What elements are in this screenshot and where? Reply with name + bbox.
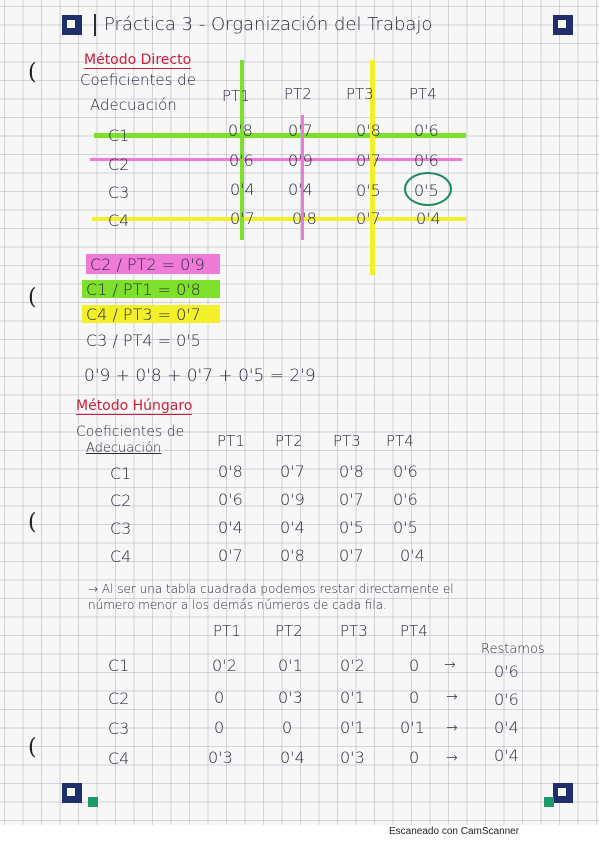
hungarian-cell: 0'4: [280, 518, 305, 537]
reduced-col-header: PT3: [340, 622, 368, 640]
hungarian-cell: 0'4: [400, 546, 425, 565]
hungarian-cell: 0'8: [218, 462, 243, 481]
reduced-cell: 0'1: [340, 688, 365, 707]
hungarian-row-label: C4: [110, 547, 132, 566]
direct-cell: 0'4: [416, 209, 441, 228]
reduced-cell: 0: [409, 656, 420, 675]
hungarian-row-label: C2: [110, 491, 132, 510]
reduced-row-label: C3: [108, 719, 130, 738]
hungarian-row-label: C3: [110, 519, 132, 538]
direct-cell: 0'5: [414, 181, 439, 200]
corner-marker-bottom-right: [553, 783, 573, 803]
binder-hole-icon: (: [28, 285, 37, 310]
green-square-marker-right: [544, 797, 554, 807]
coef-label-line2: Adecuación: [90, 96, 177, 114]
reduced-cell: 0: [409, 748, 420, 767]
reduced-cell: 0'4: [280, 748, 305, 767]
hungarian-cell: 0'8: [339, 462, 364, 481]
reduced-cell: 0'1: [278, 656, 303, 675]
direct-col-header: PT1: [222, 87, 250, 105]
page-title: Práctica 3 - Organización del Trabajo: [104, 14, 433, 35]
section-heading-hungarian: Método Húngaro: [76, 398, 193, 414]
reduced-cell: 0'3: [208, 748, 233, 767]
reduced-cell: 0: [214, 688, 225, 707]
assignment-line: C2 / PT2 = 0'9: [90, 255, 205, 274]
direct-cell: 0'7: [356, 209, 381, 228]
note-line-1: → Al ser una tabla cuadrada podemos restar directamente el: [88, 582, 454, 596]
coef-label-line1: Coeficientes de: [76, 424, 185, 440]
coef-label-line2: Adecuación: [86, 441, 162, 456]
assignment-line: C3 / PT4 = 0'5: [86, 331, 201, 350]
restamos-value: 0'6: [494, 690, 519, 709]
highlight-row-c4: [92, 217, 466, 221]
direct-row-label: C4: [108, 211, 130, 230]
hungarian-cell: 0'5: [393, 518, 418, 537]
reduced-cell: 0'3: [340, 748, 365, 767]
restamos-value: 0'6: [494, 662, 519, 681]
hungarian-cell: 0'6: [218, 490, 243, 509]
direct-cell: 0'9: [288, 151, 313, 170]
restamos-value: 0'4: [494, 746, 519, 765]
green-square-marker-left: [88, 797, 98, 807]
hungarian-col-header: PT1: [217, 432, 245, 450]
coef-label-line1: Coeficientes de: [80, 71, 196, 89]
hungarian-cell: 0'7: [218, 546, 243, 565]
highlight-row-c1: [94, 133, 466, 138]
hungarian-cell: 0'8: [280, 546, 305, 565]
reduced-row-label: C1: [108, 656, 130, 675]
reduced-cell: 0: [214, 718, 225, 737]
note-line-2: número menor a los demás números de cada fila.: [88, 598, 387, 612]
hungarian-cell: 0'7: [339, 490, 364, 509]
hungarian-cell: 0'7: [280, 462, 305, 481]
hungarian-col-header: PT2: [275, 432, 303, 450]
hungarian-cell: 0'6: [393, 490, 418, 509]
direct-cell: 0'7: [230, 209, 255, 228]
arrow-icon: →: [444, 657, 456, 673]
restamos-value: 0'4: [494, 718, 519, 737]
corner-marker-top-left: [62, 15, 82, 35]
reduced-cell: 0'3: [278, 688, 303, 707]
reduced-cell: 0'2: [212, 656, 237, 675]
corner-marker-top-right: [553, 15, 573, 35]
scanner-footer: Escaneado con CamScanner: [389, 826, 520, 837]
corner-marker-bottom-left: [62, 783, 82, 803]
section-heading-direct: Método Directo: [84, 52, 192, 68]
reduced-col-header: PT2: [275, 622, 303, 640]
reduced-cell: 0'2: [340, 656, 365, 675]
reduced-col-header: PT1: [213, 622, 241, 640]
highlight-row-c2: [90, 158, 462, 161]
assignment-line: C4 / PT3 = 0'7: [86, 305, 201, 324]
hungarian-col-header: PT3: [333, 432, 361, 450]
binder-hole-icon: (: [28, 60, 37, 85]
hungarian-cell: 0'6: [393, 462, 418, 481]
direct-cell: 0'6: [414, 121, 439, 140]
hungarian-cell: 0'9: [280, 490, 305, 509]
reduced-row-label: C4: [108, 749, 130, 768]
direct-cell: 0'4: [288, 180, 313, 199]
direct-cell: 0'8: [228, 121, 253, 140]
direct-cell: 0'4: [230, 180, 255, 199]
reduced-cell: 0'1: [340, 718, 365, 737]
hungarian-cell: 0'4: [218, 518, 243, 537]
direct-col-header: PT3: [346, 85, 374, 103]
reduced-cell: 0: [282, 718, 293, 737]
direct-cell: 0'5: [356, 181, 381, 200]
reduced-cell: 0: [409, 688, 420, 707]
assignment-line: C1 / PT1 = 0'8: [86, 280, 201, 299]
reduced-cell: 0'1: [400, 718, 425, 737]
hungarian-cell: 0'7: [339, 546, 364, 565]
direct-cell: 0'8: [292, 209, 317, 228]
hungarian-cell: 0'5: [339, 518, 364, 537]
direct-cell: 0'6: [229, 151, 254, 170]
direct-cell: 0'8: [356, 121, 381, 140]
binder-hole-icon: (: [28, 510, 37, 535]
hungarian-row-label: C1: [110, 464, 132, 483]
header-divider: [94, 14, 96, 36]
binder-hole-icon: (: [28, 735, 37, 760]
direct-col-header: PT2: [284, 85, 312, 103]
direct-cell: 0'6: [414, 151, 439, 170]
arrow-icon: →: [446, 720, 458, 736]
direct-row-label: C3: [108, 183, 130, 202]
arrow-icon: →: [446, 750, 458, 766]
reduced-row-label: C2: [108, 689, 130, 708]
direct-row-label: C2: [108, 155, 130, 174]
hungarian-col-header: PT4: [386, 432, 414, 450]
direct-row-label: C1: [108, 126, 130, 145]
direct-cell: 0'7: [288, 121, 313, 140]
restamos-label: Restamos: [481, 642, 545, 657]
direct-cell: 0'7: [356, 151, 381, 170]
total-sum: 0'9 + 0'8 + 0'7 + 0'5 = 2'9: [84, 366, 316, 386]
selected-value-circle: [404, 172, 452, 206]
arrow-icon: →: [446, 689, 458, 705]
reduced-col-header: PT4: [400, 622, 428, 640]
direct-col-header: PT4: [409, 85, 437, 103]
